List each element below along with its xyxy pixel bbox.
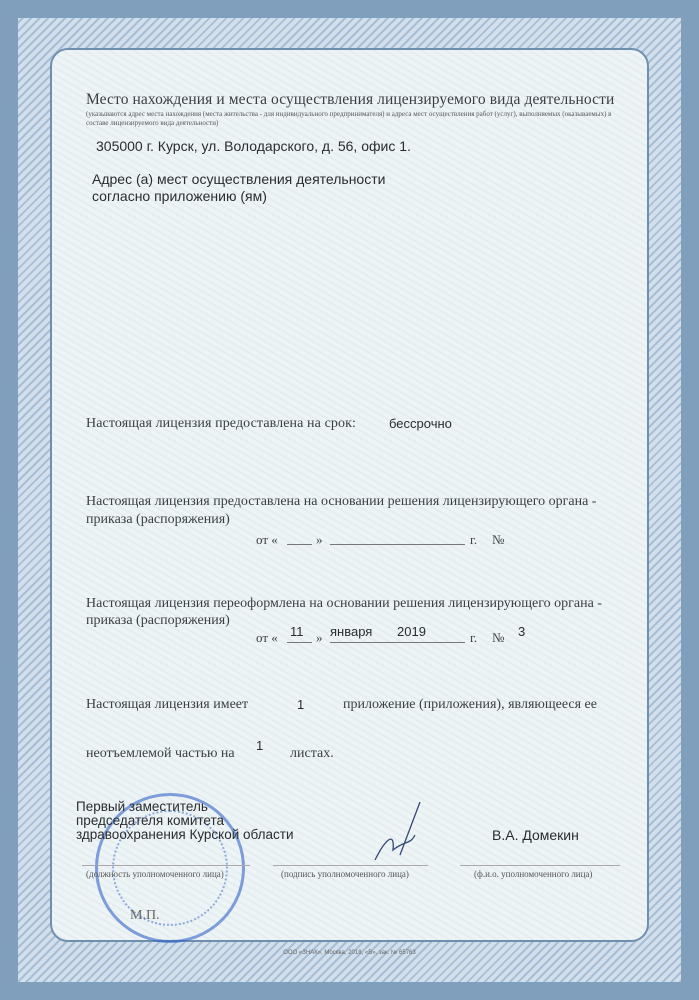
caption-position: (должность уполномоченного лица)	[86, 869, 224, 879]
printer-imprint: ООО «ЗНАК», Москва, 2018, «В», зак. № 65763	[283, 950, 416, 956]
reissue-year: 2019	[397, 624, 426, 639]
appendix-text3: неотъемлемой частью на	[86, 746, 235, 761]
signer-name: В.А. Домекин	[492, 827, 579, 843]
term-value: бессрочно	[389, 416, 452, 431]
appendix-text2: приложение (приложения), являющееся ее	[343, 697, 597, 712]
activity-line1: Адрес (а) мест осуществления деятельности	[92, 171, 386, 187]
reissue-year-suffix: г.	[470, 630, 478, 645]
basis-line1: Настоящая лицензия предоставлена на основании решения лицензирующего органа -	[86, 494, 597, 509]
basis-number-sign: №	[492, 532, 505, 547]
reissue-number-sign: №	[492, 630, 505, 645]
reissue-line1: Настоящая лицензия переоформлена на основании решения лицензирующего органа -	[86, 596, 602, 611]
appendix-text1: Настоящая лицензия имеет	[86, 697, 249, 712]
basis-year-suffix: г.	[470, 532, 478, 547]
address: 305000 г. Курск, ул. Володарского, д. 56, офис 1.	[96, 138, 411, 154]
appendix-text4: листах.	[290, 746, 334, 761]
location-heading: Место нахождения и места осуществления лицензируемого вида деятельности	[86, 91, 615, 108]
reissue-number: 3	[518, 624, 526, 639]
activity-line2: согласно приложению (ям)	[92, 188, 267, 204]
caption-name: (ф.и.о. уполномоченного лица)	[474, 869, 593, 879]
appendix-count: 1	[297, 697, 305, 712]
caption-signature: (подпись уполномоченного лица)	[281, 869, 409, 879]
position-line3: здравоохранения Курской области	[76, 827, 294, 842]
position-line1: Первый заместитель	[76, 799, 208, 814]
basis-line2: приказа (распоряжения)	[86, 512, 230, 527]
signature-mark	[365, 800, 425, 870]
location-note: (указываются адрес места нахождения (места жительства - для индивидуального предпринимателя) и адреса мест осуществления работ (услуг), выполняемых (оказываемых) в составе лицензируемого вида деятельности)	[86, 110, 612, 127]
position-line2: председателя комитета	[76, 813, 225, 828]
basis-from: от «	[256, 532, 278, 547]
basis-close: »	[316, 532, 323, 547]
seal-mark: М.П.	[130, 908, 160, 923]
reissue-month: января	[330, 624, 373, 639]
signer-position	[76, 800, 294, 842]
reissue-from: от «	[256, 630, 278, 645]
reissue-day: 11	[290, 624, 304, 639]
term-label: Настоящая лицензия предоставлена на срок:	[86, 416, 356, 431]
appendix-sheets: 1	[256, 738, 264, 753]
reissue-line2: приказа (распоряжения)	[86, 613, 230, 628]
reissue-close: »	[316, 630, 323, 645]
